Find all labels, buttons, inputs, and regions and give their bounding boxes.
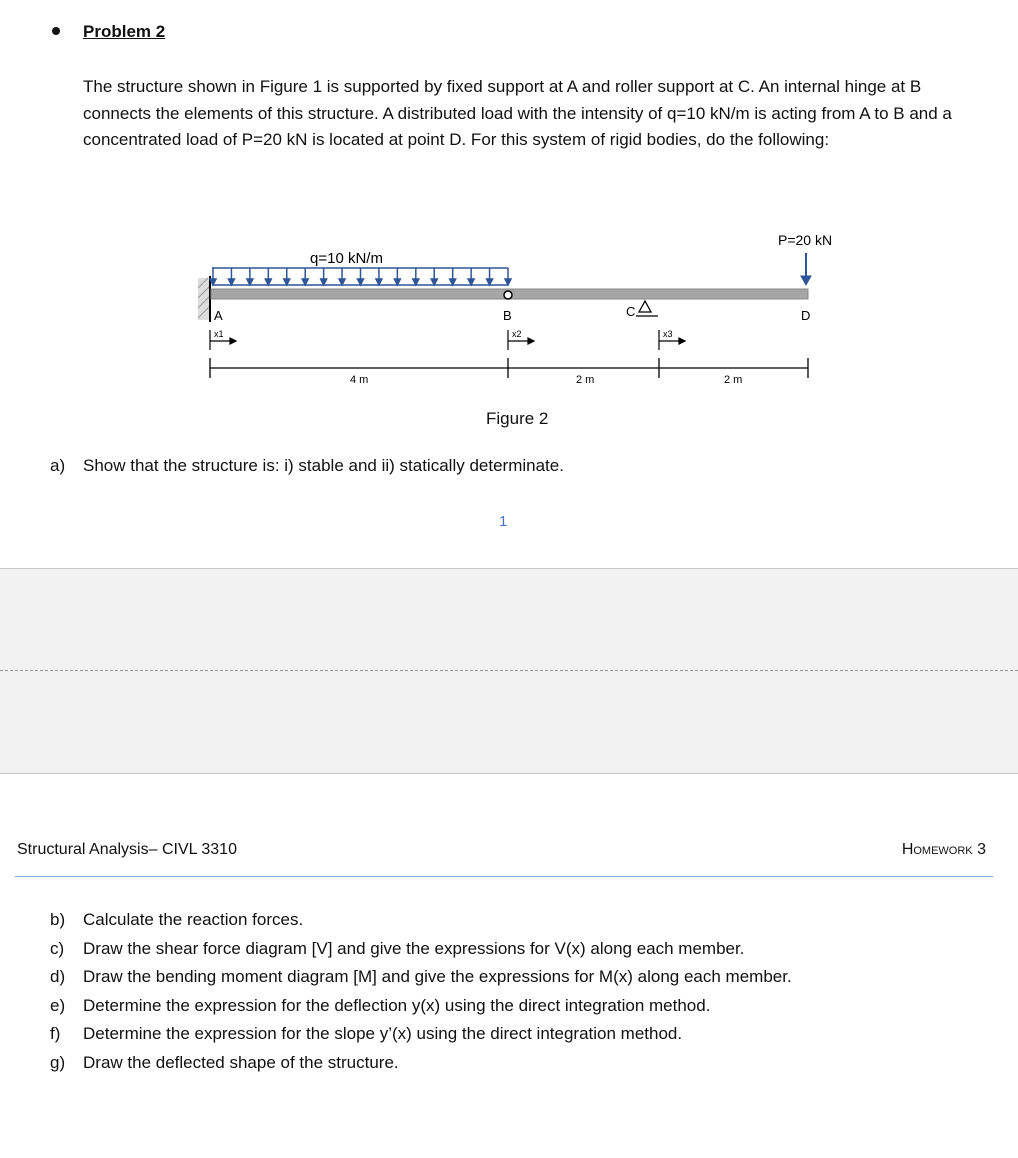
x3-label: x3 (663, 329, 673, 339)
page-break-band (0, 568, 1018, 774)
item-label: b) (50, 910, 66, 929)
item-c (50, 939, 744, 959)
item-e (50, 996, 710, 1016)
load-arrowhead (321, 279, 327, 285)
problem-title: Problem 2 (83, 22, 166, 41)
item-a (50, 456, 564, 476)
dimension-lines (210, 358, 808, 378)
item-label: d) (50, 967, 66, 987)
coordinate-axes (210, 330, 685, 350)
load-arrowhead (265, 279, 271, 285)
load-arrowhead (450, 279, 456, 285)
item-g (50, 1053, 399, 1073)
dim-ab: 4 m (350, 374, 369, 386)
x1-label: x1 (214, 329, 224, 339)
load-arrowhead (339, 279, 345, 285)
item-text: Draw the bending moment diagram [M] and give the expressions for M(x) along each member. (83, 967, 792, 987)
item-text: Determine the expression for the deflection y(x) using the direct integration method. (83, 995, 711, 1015)
load-arrowhead (247, 279, 253, 285)
load-arrowhead (302, 279, 308, 285)
load-arrowhead (487, 279, 493, 285)
point-d-label: D (801, 308, 811, 323)
header-homework: Homework 3 (901, 841, 986, 858)
point-b-label: B (503, 308, 512, 323)
page-number: 1 (499, 513, 508, 530)
distributed-load (210, 268, 511, 285)
item-text: Draw the deflected shape of the structure. (83, 1053, 399, 1072)
item-b (50, 910, 303, 930)
item-label: f) (50, 1024, 61, 1044)
item-text: Draw the shear force diagram [V] and give the expressions for V(x) along each member. (83, 938, 745, 958)
hinge-icon (504, 291, 512, 299)
item-f (50, 1024, 682, 1044)
dim-cd: 2 m (724, 374, 743, 386)
load-arrowhead (284, 279, 290, 285)
page-break-line (0, 670, 1018, 671)
load-arrowhead (358, 279, 364, 285)
point-a-label: A (214, 308, 223, 323)
item-label: g) (50, 1053, 66, 1072)
load-arrowhead (376, 279, 382, 285)
item-text: Determine the expression for the slope y’(x) using the direct integration method. (83, 1024, 683, 1044)
q-label: q=10 kN/m (310, 250, 383, 267)
load-arrowhead (505, 279, 511, 285)
item-text: Show that the structure is: i) stable and ii) statically determinate. (83, 456, 564, 475)
p-label: P=20 kN (778, 232, 833, 248)
dim-bc: 2 m (576, 374, 595, 386)
item-label: e) (50, 995, 66, 1015)
item-label: a) (50, 456, 66, 475)
load-arrowhead (431, 279, 437, 285)
fixed-support-icon (198, 276, 210, 322)
problem-description: The structure shown in Figure 1 is supported by fixed support at A and roller support at C. An internal hinge at B connects the elements of this structure. A distributed load with the intensity of q=10 kN/m is acting from A to B and a concentrated load of P=20 kN is located at point D. For this system of rigid bodies, do the following: (83, 77, 952, 149)
load-arrowhead (228, 279, 234, 285)
x2-label: x2 (512, 329, 522, 339)
header-divider (15, 876, 993, 877)
item-label: c) (50, 938, 65, 958)
roller-support-icon (636, 301, 658, 316)
header-course: Structural Analysis– CIVL 3310 (17, 841, 237, 858)
item-d (50, 967, 792, 987)
load-arrowhead (394, 279, 400, 285)
beam-figure (0, 0, 1018, 420)
load-arrowhead (468, 279, 474, 285)
item-text: Calculate the reaction forces. (83, 910, 304, 929)
load-arrowhead (413, 279, 419, 285)
figure-caption: Figure 2 (486, 409, 549, 428)
point-load-arrow (801, 253, 811, 285)
point-c-label: C (626, 304, 636, 319)
